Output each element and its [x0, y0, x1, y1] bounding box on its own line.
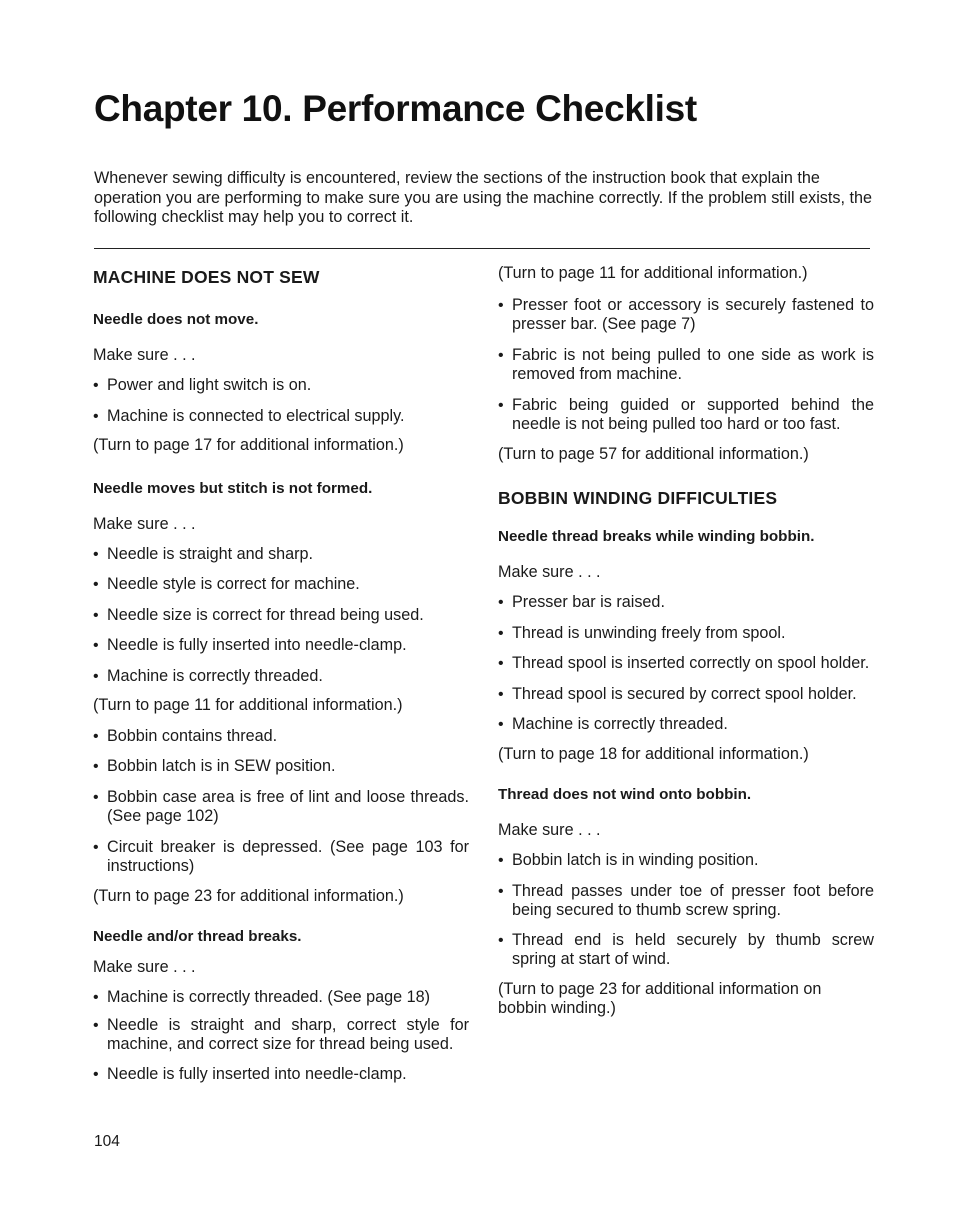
page-reference-note: (Turn to page 23 for additional information on bobbin winding.)	[498, 979, 822, 1017]
bullet-icon: •	[498, 852, 504, 869]
make-sure-label: Make sure . . .	[498, 821, 601, 839]
checklist	[93, 545, 469, 687]
subheading-needle-does-not-move: Needle does not move.	[93, 311, 259, 328]
list-item: • Bobbin contains thread.	[93, 726, 278, 745]
checklist	[498, 593, 874, 735]
list-item: • Needle is straight and sharp.	[93, 544, 314, 563]
list-item: • Thread passes under toe of presser foot before being secured to thumb screw spring.	[498, 881, 874, 919]
list-item: • Thread end is held securely by thumb screw spring at start of wind.	[498, 930, 874, 968]
list-item: • Thread spool is secured by correct spool holder.	[498, 684, 857, 703]
bullet-icon: •	[498, 624, 504, 642]
left-column	[93, 264, 469, 1084]
checklist	[93, 376, 469, 426]
page-reference-note: (Turn to page 11 for additional information.)	[93, 696, 403, 714]
bullet-icon: •	[498, 655, 504, 672]
bullet-icon: •	[93, 727, 99, 745]
list-item: • Fabric being guided or supported behind the needle is not being pulled too hard or too fast.	[498, 395, 874, 433]
bullet-icon: •	[93, 788, 99, 806]
intro-paragraph: Whenever sewing difficulty is encountered, review the sections of the instruction book that explain the operation you are performing to make sure you are using the machine correctly. If the problem still exists, the following checklist may help you to correct it.	[94, 169, 872, 226]
bullet-icon: •	[93, 377, 99, 394]
bullet-icon: •	[498, 882, 504, 900]
list-item: • Thread spool is inserted correctly on spool holder.	[498, 654, 870, 672]
make-sure-label: Make sure . . .	[93, 346, 196, 364]
list-item: • Machine is connected to electrical supply.	[93, 406, 405, 425]
list-item: • Fabric is not being pulled to one side as work is removed from machine.	[498, 345, 874, 383]
bullet-icon: •	[93, 576, 99, 593]
bullet-icon: •	[93, 1016, 99, 1034]
list-item: • Needle style is correct for machine.	[93, 575, 360, 593]
list-item: • Machine is correctly threaded.	[498, 715, 728, 733]
bullet-icon: •	[498, 594, 504, 611]
list-item: • Power and light switch is on.	[93, 376, 312, 394]
bullet-icon: •	[498, 346, 504, 364]
list-item: • Circuit breaker is depressed. (See page 103 for instructions)	[93, 837, 469, 875]
list-item: • Needle is fully inserted into needle-clamp.	[93, 636, 407, 654]
subheading-needle-thread-breaks-winding: Needle thread breaks while winding bobbin.	[498, 528, 815, 545]
bullet-icon: •	[93, 407, 99, 425]
section-heading-bobbin-winding-difficulties: BOBBIN WINDING DIFFICULTIES	[498, 488, 778, 508]
bullet-icon: •	[498, 685, 504, 703]
list-item: • Bobbin latch is in SEW position.	[93, 757, 336, 775]
bullet-icon: •	[93, 838, 99, 856]
list-item: • Presser bar is raised.	[498, 593, 665, 611]
right-column	[498, 264, 874, 1019]
checklist	[498, 296, 874, 435]
list-item: • Bobbin case area is free of lint and loose threads. (See page 102)	[93, 787, 469, 825]
list-item: • Needle is straight and sharp, correct style for machine, and correct size for thread being used.	[93, 1015, 469, 1053]
make-sure-label: Make sure . . .	[93, 514, 196, 533]
page-title: Chapter 10. Performance Checklist	[94, 88, 697, 129]
make-sure-label: Make sure . . .	[93, 958, 196, 976]
list-item: • Presser foot or accessory is securely fastened to presser bar. (See page 7)	[498, 295, 874, 333]
list-item: • Bobbin latch is in winding position.	[498, 851, 759, 869]
bullet-icon: •	[498, 931, 504, 949]
list-item: • Thread is unwinding freely from spool.	[498, 623, 786, 642]
bullet-icon: •	[93, 758, 99, 775]
bullet-icon: •	[93, 606, 99, 624]
bullet-icon: •	[93, 637, 99, 654]
bullet-icon: •	[93, 667, 99, 685]
page-reference-note: (Turn to page 17 for additional information.)	[93, 436, 404, 454]
bullet-icon: •	[93, 1065, 99, 1083]
bullet-icon: •	[93, 545, 99, 563]
bullet-icon: •	[498, 716, 504, 733]
bullet-icon: •	[498, 296, 504, 314]
page-reference-note: (Turn to page 18 for additional information.)	[498, 744, 809, 763]
page-reference-note: (Turn to page 57 for additional information.)	[498, 444, 809, 463]
list-item: • Needle size is correct for thread being used.	[93, 605, 424, 624]
checklist	[93, 988, 469, 1084]
list-item: • Needle is fully inserted into needle-clamp.	[93, 1064, 407, 1083]
checklist	[93, 727, 469, 877]
make-sure-label: Make sure . . .	[498, 563, 601, 581]
list-item: • Machine is correctly threaded. (See page 18)	[93, 988, 431, 1006]
checklist	[498, 851, 874, 970]
subheading-needle-thread-breaks: Needle and/or thread breaks.	[93, 928, 302, 945]
section-heading-machine-does-not-sew: MACHINE DOES NOT SEW	[93, 267, 320, 287]
list-item: • Machine is correctly threaded.	[93, 666, 323, 685]
subheading-stitch-not-formed: Needle moves but stitch is not formed.	[93, 479, 373, 497]
bullet-icon: •	[498, 396, 504, 414]
page-reference-note: (Turn to page 11 for additional information.)	[498, 264, 808, 282]
page-reference-note: (Turn to page 23 for additional information.)	[93, 886, 404, 905]
bullet-icon: •	[93, 989, 99, 1006]
subheading-thread-does-not-wind: Thread does not wind onto bobbin.	[498, 786, 752, 803]
section-divider	[94, 248, 870, 249]
page-number: 104	[94, 1133, 120, 1150]
